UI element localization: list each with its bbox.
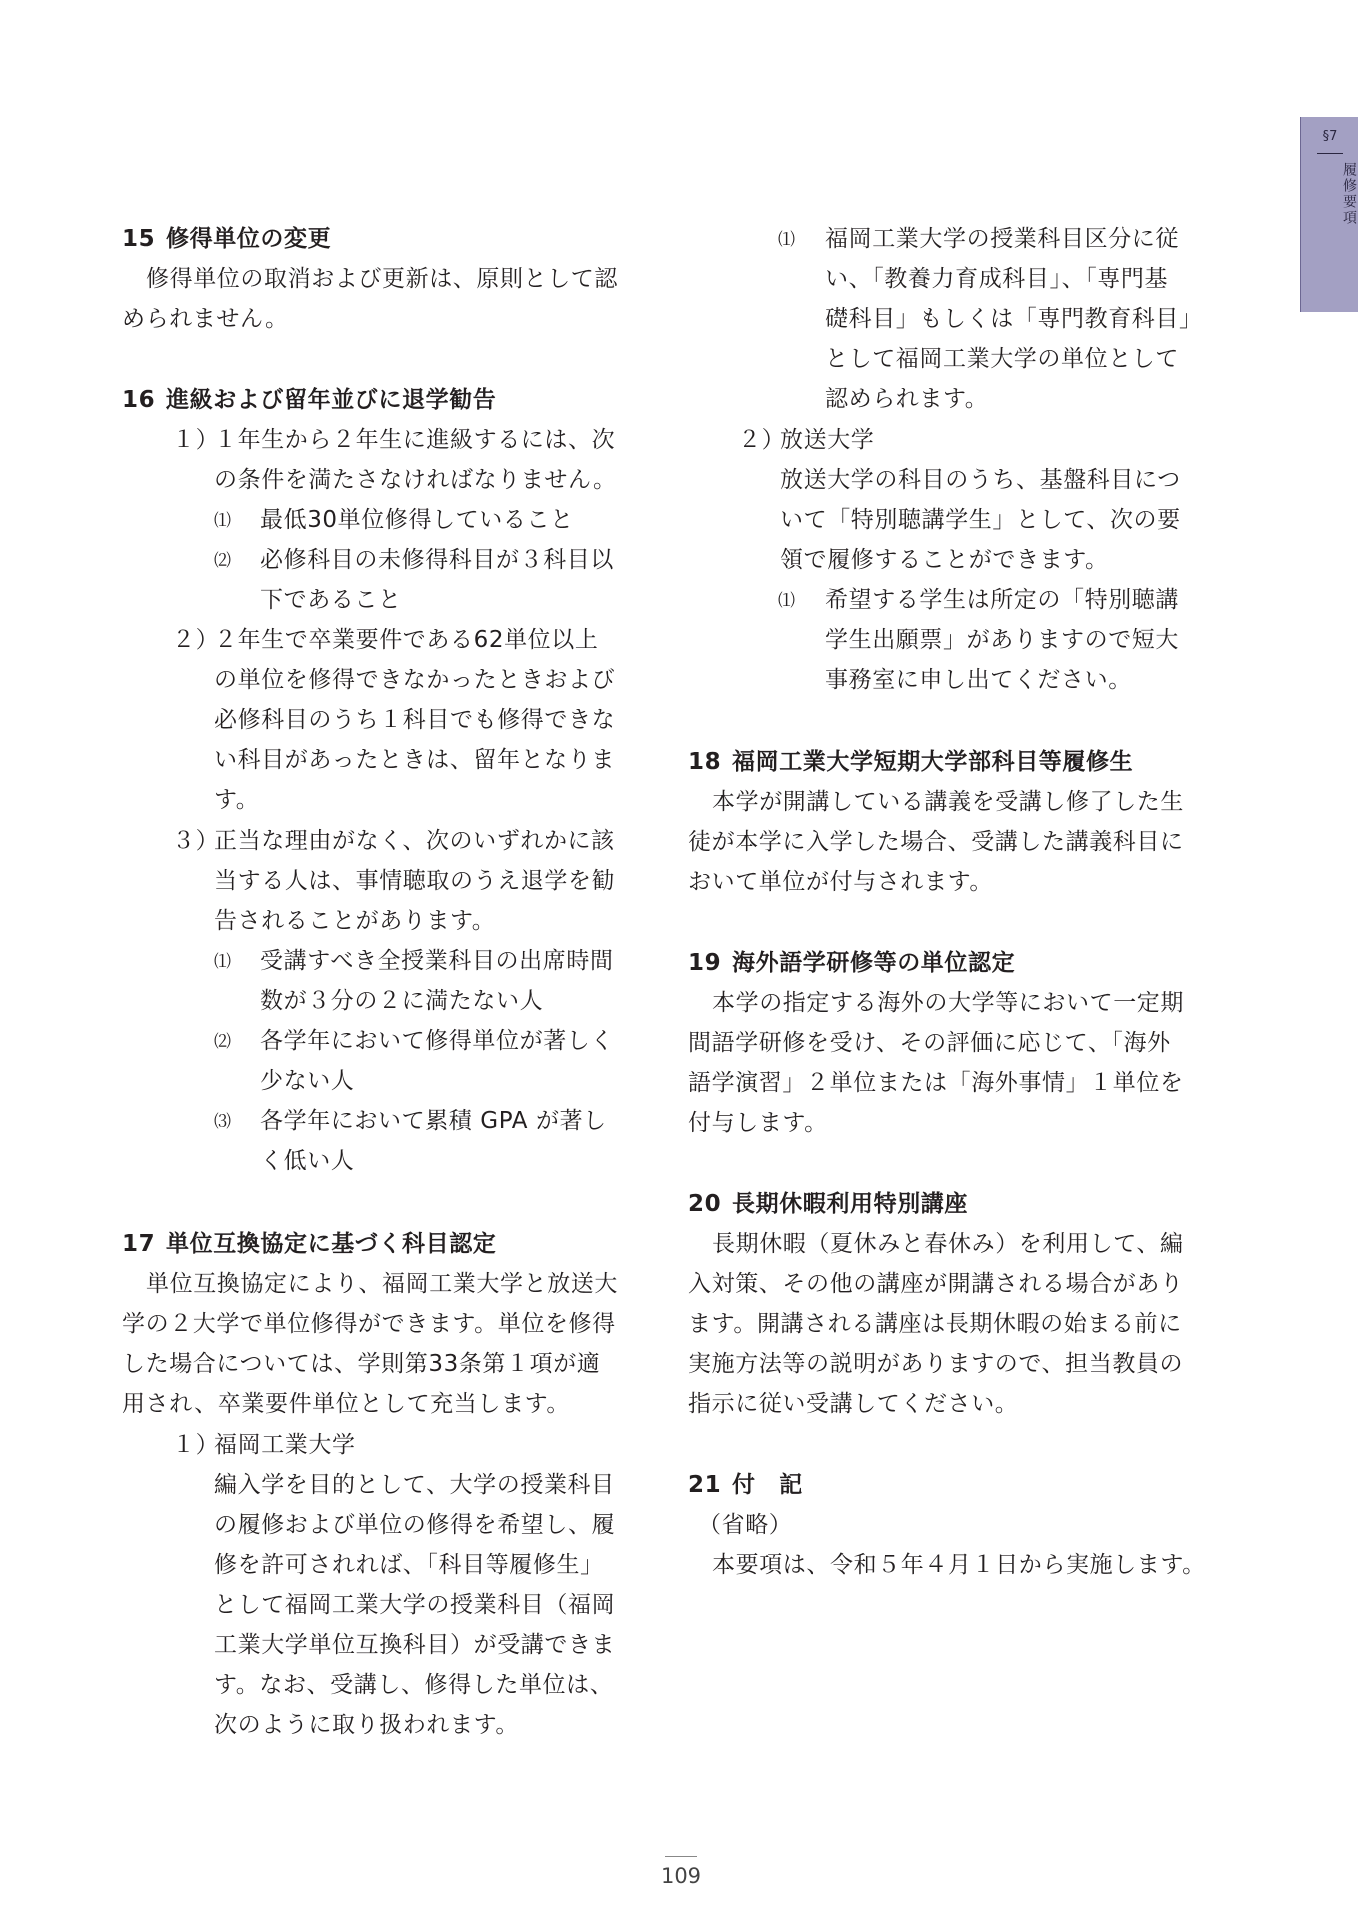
paragraph-line: 単位互換協定により、福岡工業大学と放送大 [146,1271,618,1297]
list-item-line: として福岡工業大学の授業科目（福岡 [214,1592,616,1618]
section-side-tab [1300,117,1358,312]
section-title: 海外語学研修等の単位認定 [732,950,1016,976]
list-marker: １） [172,427,220,453]
sublist-item-line: 最低30単位修得していること [260,507,574,533]
paragraph-line: 実施方法等の説明がありますので、担当教員の [688,1351,1184,1377]
list-item-line: いて「特別聴講学生」として、次の要 [780,507,1181,533]
list-item-line: 編入学を目的として、大学の授業科目 [214,1472,615,1498]
list-item-line: １年生から２年生に進級するには、次 [214,427,616,453]
sublist-marker: ⑴ [778,591,796,611]
list-item-line: 必修科目のうち１科目でも修得できな [214,707,616,733]
paragraph-line: おいて単位が付与されます。 [688,869,993,895]
list-item-line: の条件を満たさなければなりません。 [214,467,617,493]
list-item-line: 放送大学の科目のうち、基盤科目につ [780,467,1181,493]
section-19-heading [688,948,1015,978]
sublist-item-line: 数が３分の２に満たない人 [260,988,544,1014]
paragraph-line: 本学の指定する海外の大学等において一定期 [712,990,1184,1016]
section-number: 17 [122,1231,156,1257]
list-item-line: 領で履修することができます。 [780,547,1109,573]
tab-divider [1317,153,1343,154]
sublist-item-line: 希望する学生は所定の「特別聴講 [825,587,1179,613]
section-21-heading [688,1470,803,1500]
sublist-item-line: 少ない人 [260,1068,355,1094]
sublist-item-line: 学生出願票」がありますので短大 [825,627,1179,653]
sublist-marker: ⑴ [214,511,232,531]
paragraph-line: 語学演習」２単位または「海外事情」１単位を [688,1070,1184,1096]
paragraph-line: 入対策、その他の講座が開講される場合があり [688,1271,1184,1297]
section-number: 15 [122,226,156,252]
section-number: 21 [688,1472,722,1498]
paragraph-line: められません。 [122,306,289,332]
paragraph-line: 本学が開講している講義を受講し修了した生 [712,789,1184,815]
sublist-marker: ⑴ [214,952,232,972]
sublist-marker: ⑵ [214,1032,232,1052]
list-item-line: ２年生で卒業要件である62単位以上 [214,627,599,653]
list-item-line: す。なお、受講し、修得した単位は、 [214,1672,614,1698]
list-item-line: 次のように取り扱われます。 [214,1712,519,1738]
section-number: 18 [688,749,722,775]
section-number: 20 [688,1191,722,1217]
section-16-heading [122,385,496,415]
paragraph-line: 用され、卒業要件単位として充当します。 [122,1391,570,1417]
sublist-item-line: 認められます。 [825,386,989,412]
page-number-rule [665,1856,697,1857]
list-item-line: 当する人は、事情聴取のうえ退学を勧 [214,868,616,894]
sublist-item-line: 事務室に申し出てください。 [825,667,1132,693]
paragraph-line: 長期休暇（夏休みと春休み）を利用して、編 [712,1231,1184,1257]
sublist-marker: ⑶ [214,1112,232,1132]
section-title: 進級および留年並びに退学勧告 [166,387,497,413]
list-item-title: 放送大学 [780,427,875,453]
page-number: 109 [660,1864,702,1888]
list-item-line: 修を許可されれば、「科目等履修生」 [214,1552,604,1578]
list-item-line: い科目があったときは、留年となりま [214,747,615,773]
sublist-item-line: 必修科目の未修得科目が３科目以 [260,547,614,573]
list-item-line: す。 [214,787,260,813]
list-marker: ２） [738,427,786,453]
paragraph-line: 本要項は、令和５年４月１日から実施します。 [712,1552,1206,1578]
list-marker: ２） [172,627,220,653]
sublist-item-line: 各学年において修得単位が著しく [260,1028,614,1054]
section-title: 福岡工業大学短期大学部科目等履修生 [732,749,1134,775]
sublist-marker: ⑵ [214,551,232,571]
paragraph-line: 学の２大学で単位修得ができます。単位を修得 [122,1311,616,1337]
sublist-item-line: い、「教養力育成科目」、「専門基 [825,266,1169,292]
sublist-item-line: として福岡工業大学の単位として [825,346,1179,372]
section-18-heading [688,747,1133,777]
section-20-heading [688,1189,968,1219]
sublist-item-line: く低い人 [260,1148,355,1174]
sublist-item-line: 受講すべき全授業科目の出席時間 [260,948,614,974]
paragraph-line: 間語学研修を受け、その評価に応じて、「海外 [688,1030,1171,1056]
paragraph-line: 修得単位の取消および更新は、原則として認 [146,266,618,292]
sublist-item-line: 礎科目」もしくは「専門教育科目」 [825,306,1203,332]
list-item-line: 正当な理由がなく、次のいずれかに該 [214,828,615,854]
sublist-item-line: 下であること [260,587,402,613]
list-item-line: 告されることがあります。 [214,908,496,934]
section-15-heading [122,224,331,254]
paragraph-line: （省略） [698,1512,793,1538]
list-marker: ３） [172,828,220,854]
paragraph-line: した場合については、学則第33条第１項が適 [122,1351,601,1377]
paragraph-line: 付与します。 [688,1110,828,1136]
list-marker: １） [172,1432,220,1458]
list-item-line: の単位を修得できなかったときおよび [214,667,616,693]
section-number: 19 [688,950,722,976]
paragraph-line: 徒が本学に入学した場合、受講した講義科目に [688,829,1184,855]
section-label: 履修要項 [1341,162,1357,226]
section-title: 修得単位の変更 [166,226,332,252]
section-title: 付 記 [732,1472,803,1498]
section-number: 16 [122,387,156,413]
sublist-item-line: 福岡工業大学の授業科目区分に従 [825,226,1179,252]
sublist-item-line: 各学年において累積 GPA が著し [260,1108,607,1134]
list-item-line: 工業大学単位互換科目）が受講できま [214,1632,616,1658]
sublist-marker: ⑴ [778,230,796,250]
section-number: §7 [1322,129,1338,144]
paragraph-line: ます。開講される講座は長期休暇の始まる前に [688,1311,1182,1337]
list-item-line: の履修および単位の修得を希望し、履 [214,1512,616,1538]
paragraph-line: 指示に従い受講してください。 [688,1391,1019,1417]
section-17-heading [122,1229,496,1259]
list-item-title: 福岡工業大学 [214,1432,356,1458]
section-title: 単位互換協定に基づく科目認定 [166,1231,497,1257]
section-title: 長期休暇利用特別講座 [732,1191,968,1217]
